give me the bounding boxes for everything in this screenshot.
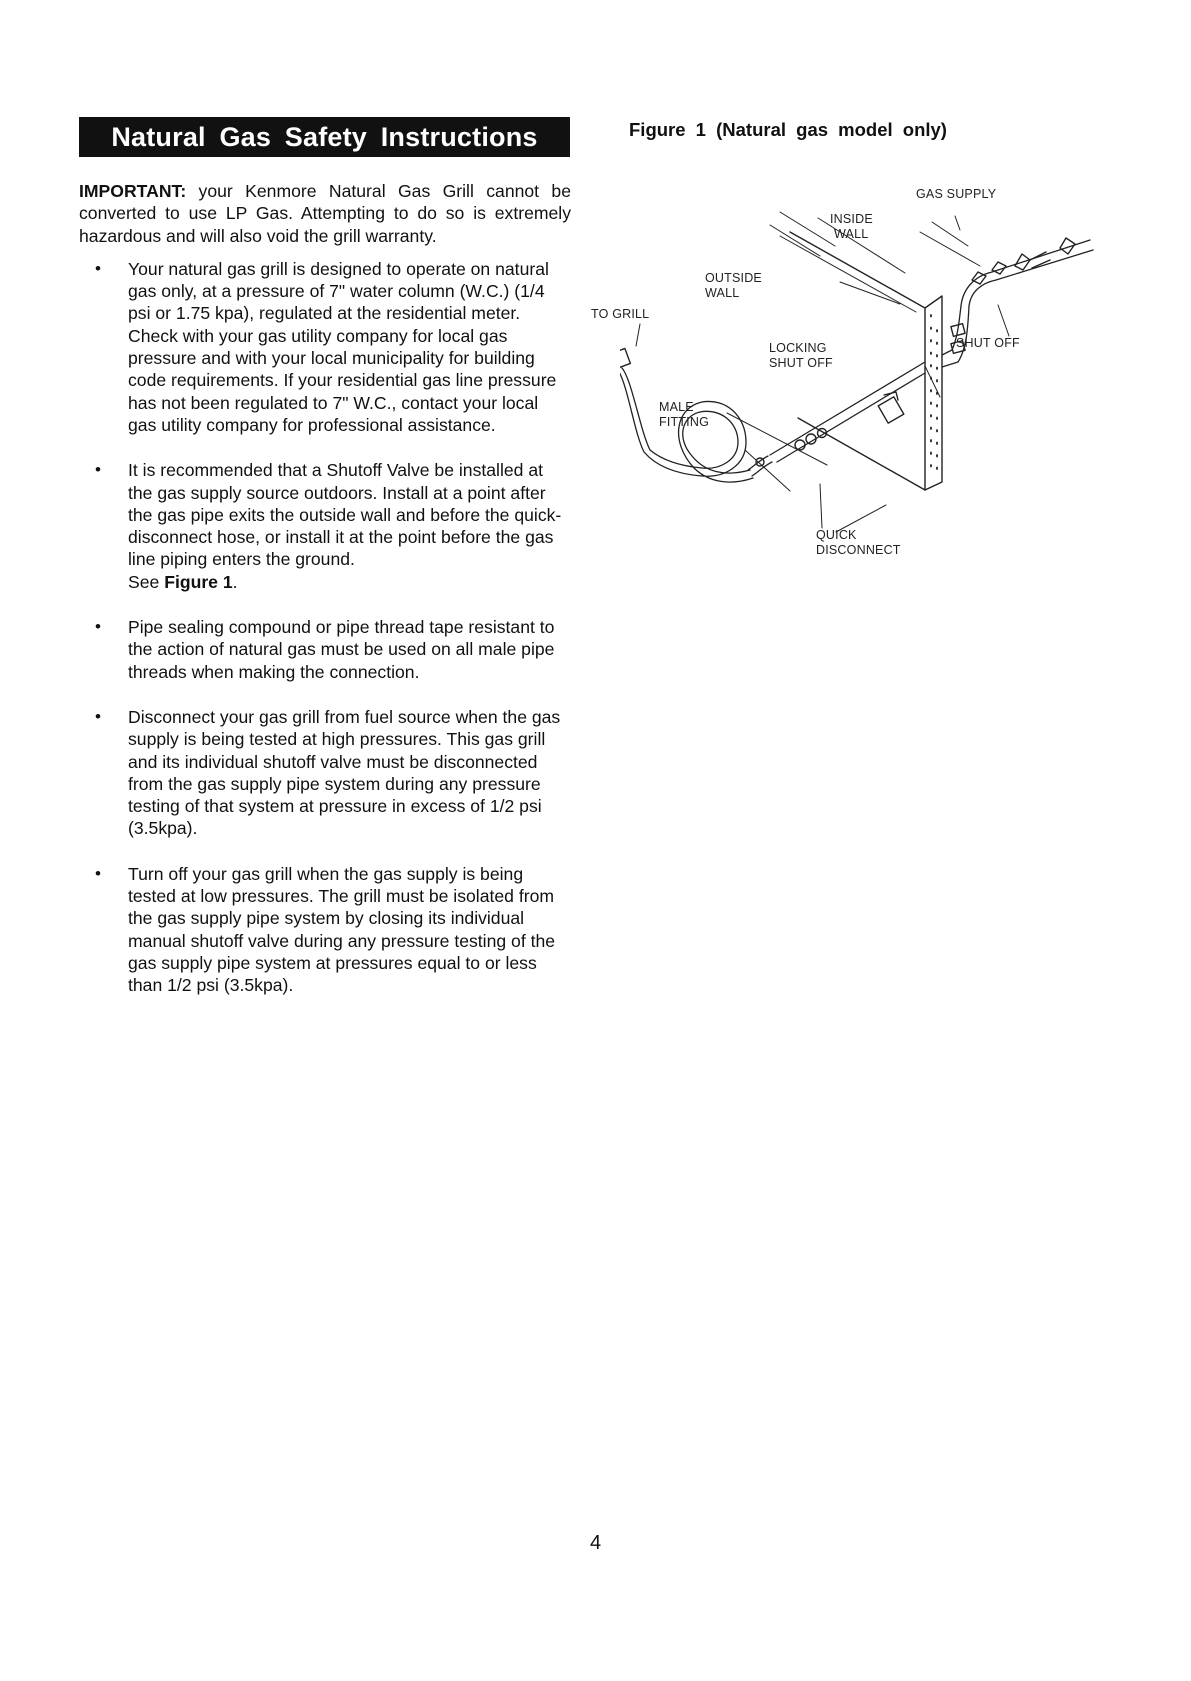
label-quick-disconnect-line1: QUICK (816, 528, 857, 542)
list-item-text: Turn off your gas grill when the gas supply is being tested at low pressures. The grill must be isolated from the gas supply pipe system by closing its individual manual shutoff valve during any pressure testing of the gas supply pipe system at pressures equal to or less than 1/2 psi (3.5kpa). (128, 863, 556, 996)
label-outside-wall-line2: WALL (705, 286, 740, 300)
important-notice (79, 180, 571, 247)
see-prefix: See (128, 571, 165, 592)
label-to-grill: TO GRILL (591, 307, 650, 321)
bullet-icon: • (95, 258, 101, 278)
instructions-column (79, 180, 571, 1020)
label-locking-shut-off-line1: LOCKING (769, 341, 827, 355)
figure-reference: Figure 1 (164, 571, 233, 592)
important-text: your Kenmore Natural Gas Grill cannot be converted to use LP Gas. Attempting to do so is extremely hazardous and will also void the grill warranty. (79, 181, 571, 246)
list-item-text: Pipe sealing compound or pipe thread tape resistant to the action of natural gas must be used on all male pipe threads when making the connection. (128, 617, 555, 682)
label-quick-disconnect-line2: DISCONNECT (816, 543, 901, 557)
bullet-icon: • (95, 706, 101, 726)
bullet-icon: • (95, 863, 101, 883)
important-label: IMPORTANT: (79, 181, 187, 201)
list-item (79, 863, 571, 997)
list-item-text: Your natural gas grill is designed to operate on natural gas only, at a pressure of 7" water column (W.C.) (1/4 psi or 1.75 kpa), regulated at the residential meter. Check with your gas utility company for local gas pressure and with your local municipality for building code requirements. If your residential gas line pressure has not been regulated to 7" W.C., contact your local gas utility company for professional assistance. (128, 258, 557, 435)
label-shut-off: SHUT OFF (956, 336, 1020, 350)
bullet-icon: • (95, 460, 101, 480)
label-gas-supply: GAS SUPPLY (916, 187, 997, 201)
gas-connection-diagram (620, 190, 1120, 570)
section-title: Natural Gas Safety Instructions (79, 117, 570, 157)
list-item (79, 616, 571, 683)
label-male-fitting-line2: FITTING (659, 415, 710, 429)
figure-title: Figure 1 (Natural gas model only) (629, 119, 947, 140)
label-outside-wall-line1: OUTSIDE (705, 271, 762, 285)
list-item (79, 459, 571, 593)
label-inside-wall-line2: WALL (834, 227, 869, 241)
label-locking-shut-off-line2: SHUT OFF (769, 356, 833, 370)
list-item-text: Disconnect your gas grill from fuel source when the gas supply is being tested at high pressures. This gas grill and its individual shutoff valve must be disconnected from the gas supply pipe system during any pressure testing of that system at pressure in excess of 1/2 psi (3.5kpa). (128, 706, 561, 839)
bullet-icon: • (95, 617, 101, 637)
list-item (79, 258, 571, 436)
page-number: 4 (589, 1532, 602, 1554)
label-male-fitting-line1: MALE (659, 400, 694, 414)
see-suffix: . (232, 571, 238, 592)
list-item (79, 706, 571, 840)
list-item-text: It is recommended that a Shutoff Valve be installed at the gas supply source outdoors. Install at a point after the gas pipe exits the outside wall and before the quick-disconnect hose, or install it at the point before the gas line piping enters the ground. (128, 460, 562, 570)
safety-list (79, 258, 571, 997)
label-inside-wall-line1: INSIDE (830, 212, 873, 226)
gas-connection-figure (591, 187, 1120, 570)
